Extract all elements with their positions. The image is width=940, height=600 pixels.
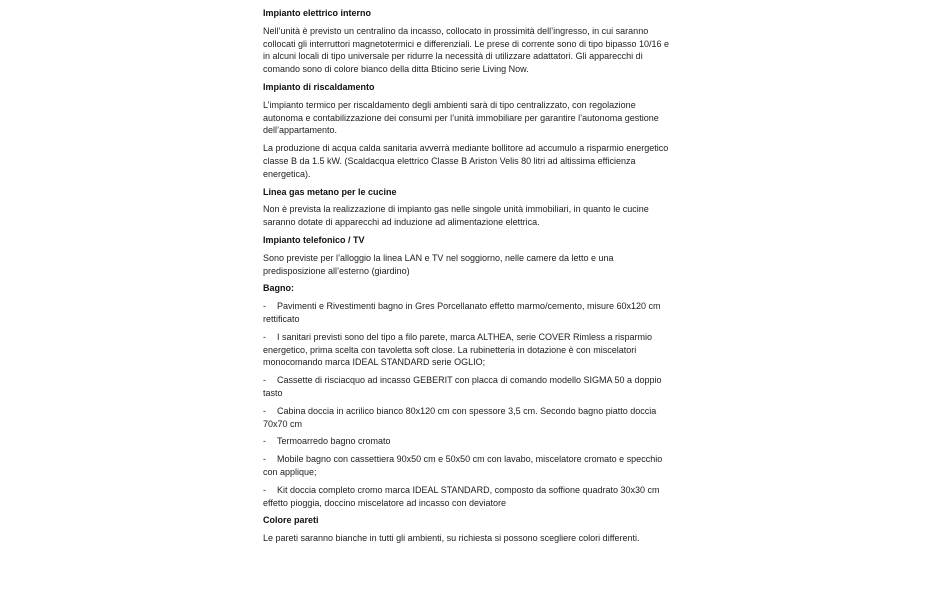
bagno-item-text: Mobile bagno con cassettiera 90x50 cm e 50x50 cm con lavabo, miscelatore cromato e specchio con applique; (263, 454, 663, 477)
paragraph-impianto-elettrico: Nell’unità è previsto un centralino da incasso, collocato in prossimità dell’ingresso, in cui saranno collocati gli interruttori magnetotermici e differenziali. Le prese di corrente sono di tipo bipasso 10/16 e in alcuni locali di tipo universale per ridurre la necessità di utilizzare adattatori. Gli apparecchi di comando sono di colore bianco della ditta Bticino serie Living Now. (263, 25, 670, 75)
bagno-item-text: I sanitari previsti sono del tipo a filo parete, marca ALTHEA, serie COVER Rimless a risparmio energetico, prima scelta con tavoletta soft close. La rubinetteria in dotazione è con miscelatori monocomando marca IDEAL STANDARD serie OGLIO; (263, 331, 652, 368)
heading-linea-gas-metano: Linea gas metano per le cucine (263, 186, 397, 197)
bagno-item-text: Cabina doccia in acrilico bianco 80x120 cm con spessore 3,5 cm. Secondo bagno piatto doccia 70x70 cm (263, 405, 657, 429)
paragraph-riscaldamento-1: L’impianto termico per riscaldamento degli ambienti sarà di tipo centralizzato, con regolazione autonoma e contabilizzazione dei consumi per l’unità immobiliare per garantire l’autonoma gestione dell’appartamento. (263, 99, 659, 136)
bagno-item-cassette (263, 374, 677, 400)
bagno-item-sanitari (263, 331, 677, 369)
heading-colore-pareti: Colore pareti (263, 515, 319, 526)
bagno-item-text: Kit doccia completo cromo marca IDEAL STANDARD, composto da soffione quadrato 30x30 cm effetto pioggia, doccino miscelatore ad incasso con deviatore (263, 484, 660, 508)
bagno-item-termoarredo (263, 435, 677, 448)
bagno-item-cabina-doccia (263, 405, 677, 431)
list-dash-marker: - (263, 454, 266, 465)
heading-bagno: Bagno: (263, 283, 294, 294)
paragraph-colore-pareti: Le pareti saranno bianche in tutti gli ambienti, su richiesta si possono scegliere colori differenti. (263, 533, 640, 544)
list-dash-marker: - (263, 301, 266, 312)
paragraph-riscaldamento-2: La produzione di acqua calda sanitaria avverrà mediante bollitore ad accumulo a risparmio energetico classe B da 1.5 kW. (Scaldacqua elettrico Classe B Ariston Velis 80 litri ad altissima efficienza energetica). (263, 143, 669, 179)
bagno-item-mobile-bagno (263, 453, 677, 479)
list-dash-marker: - (263, 375, 266, 386)
heading-impianto-telefonico-tv: Impianto telefonico / TV (263, 234, 365, 245)
bagno-item-text: Pavimenti e Rivestimenti bagno in Gres Porcellanato effetto marmo/cemento, misure 60x120 cm rettificato (263, 301, 661, 324)
list-dash-marker: - (263, 484, 266, 495)
bagno-item-text: Cassette di risciacquo ad incasso GEBERIT con placca di comando modello SIGMA 50 a doppio tasto (263, 375, 662, 398)
heading-impianto-riscaldamento: Impianto di riscaldamento (263, 81, 375, 92)
paragraph-telefonico-tv: Sono previste per l’alloggio la linea LAN e TV nel soggiorno, nelle camere da letto e una predisposizione all’esterno (giardino) (263, 252, 614, 276)
heading-impianto-elettrico-interno: Impianto elettrico interno (263, 8, 372, 18)
bagno-item-kit-doccia (263, 484, 677, 510)
list-dash-marker: - (263, 405, 266, 416)
document-text-column (263, 7, 677, 550)
bagno-item-pavimenti (263, 300, 677, 326)
list-dash-marker: - (263, 331, 266, 342)
bagno-item-text: Termoarredo bagno cromato (277, 436, 391, 447)
paragraph-linea-gas: Non è prevista la realizzazione di impianto gas nelle singole unità immobiliari, in quanto le cucine saranno dotate di apparecchi ad induzione ad alimentazione elettrica. (263, 204, 649, 228)
list-dash-marker: - (263, 436, 266, 447)
